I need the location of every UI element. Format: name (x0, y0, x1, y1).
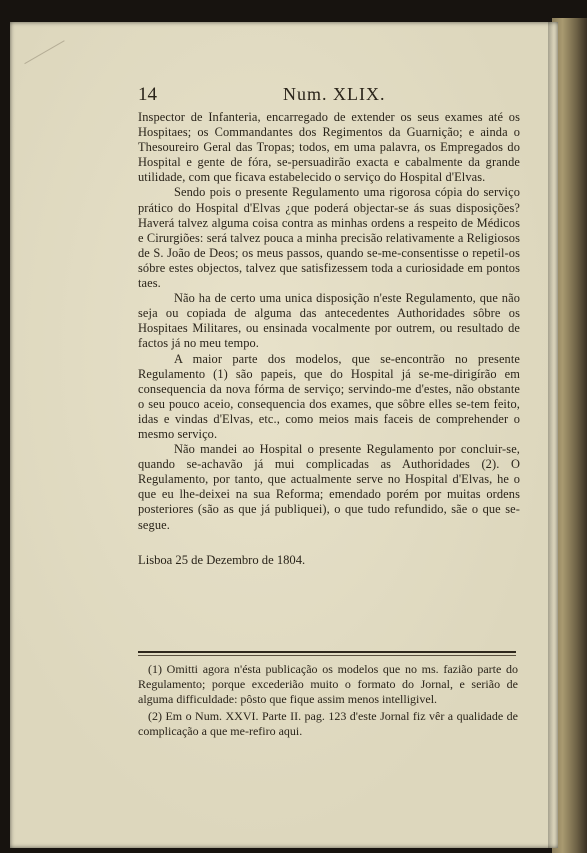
paragraph: Não mandei ao Hospital o presente Regulamento por concluir-se, quando se-achavão já mui complicadas as Authoridades (2). O Regulamento, por tanto, que actualmente serve no Hospital d'Elvas, he o que eu lhe-deixei na sua Reforma; emendado porém por muitas ordens posteriores (são as que já publiquei), o que tudo refundido, sãe o que se-segue. (138, 442, 520, 532)
running-head: Num. XLIX. (283, 84, 386, 104)
footnote-rule-thick (138, 651, 516, 653)
paragraph: Inspector de Infanteria, encarregado de extender os seus exames até os Hospitaes; os Commandantes dos Regimentos da Guarnição; e ainda o Thesoureiro Geral das Tropas; todos, em uma palavra, os Empregados do Hospital e gente de fóra, se-persuadirão exacta e cabalmente da grande utilidade, com que ficava estabelecido o serviço do Hospital d'Elvas. (138, 110, 520, 185)
body-text (138, 110, 520, 533)
paragraph: Não ha de certo uma unica disposição n'este Regulamento, que não seja ou copiada de alguma das antecedentes Authoridades sôbre os Hospitaes Militares, ou ensinada vocalmente por outrem, ou resultado de factos já no meu tempo. (138, 291, 520, 351)
footnote: (2) Em o Num. XXVI. Parte II. pag. 123 d'este Jornal fiz vêr a qualidade de complicação a que me-refiro aqui. (138, 709, 518, 738)
paper-crease (24, 40, 77, 86)
page-gutter-shadow (548, 22, 554, 848)
dateline-signature: Lisboa 25 de Dezembro de 1804. (138, 552, 306, 567)
footnote-rule-thin (138, 655, 516, 656)
page-number: 14 (138, 84, 157, 105)
footnote: (1) Omitti agora n'ésta publicação os modelos que no ms. fazião parte do Regulamento; porque excederião muito o formato do Jornal, e serião de alguma difficuldade: pôsto que fique assim menos intelligivel. (138, 662, 518, 706)
paragraph: A maior parte dos modelos, que se-encontrão no presente Regulamento (1) são papeis, que do Hospital já se-me-dirigírão em consequencia da nova fórma de serviço; servindo-me d'estes, não obstante o seu pouco aceio, consequencia dos exames, que sôbre elles se-tem feito, idas e vindas d'Elvas, etc., como meios mais faceis de comprehender o mesmo serviço. (138, 351, 520, 441)
footnotes (138, 662, 518, 741)
paragraph: Sendo pois o presente Regulamento uma rigorosa cópia do serviço prático do Hospital d'Elvas ¿que poderá objectar-se ás suas disposições? Haverá talvez alguma coisa contra as minhas ordens a respeito de Médicos e Cirurgiões: será talvez pouca a minha precisão relativamente a Religiosos de S. João de Deos; os meus passos, quando se-me-consentisse o repetil-os sóbre estes objectos, talvez que satisfizessem toda a curiosidade em pontos taes. (138, 185, 520, 291)
page-header (138, 84, 520, 110)
main-text-block (138, 84, 520, 568)
